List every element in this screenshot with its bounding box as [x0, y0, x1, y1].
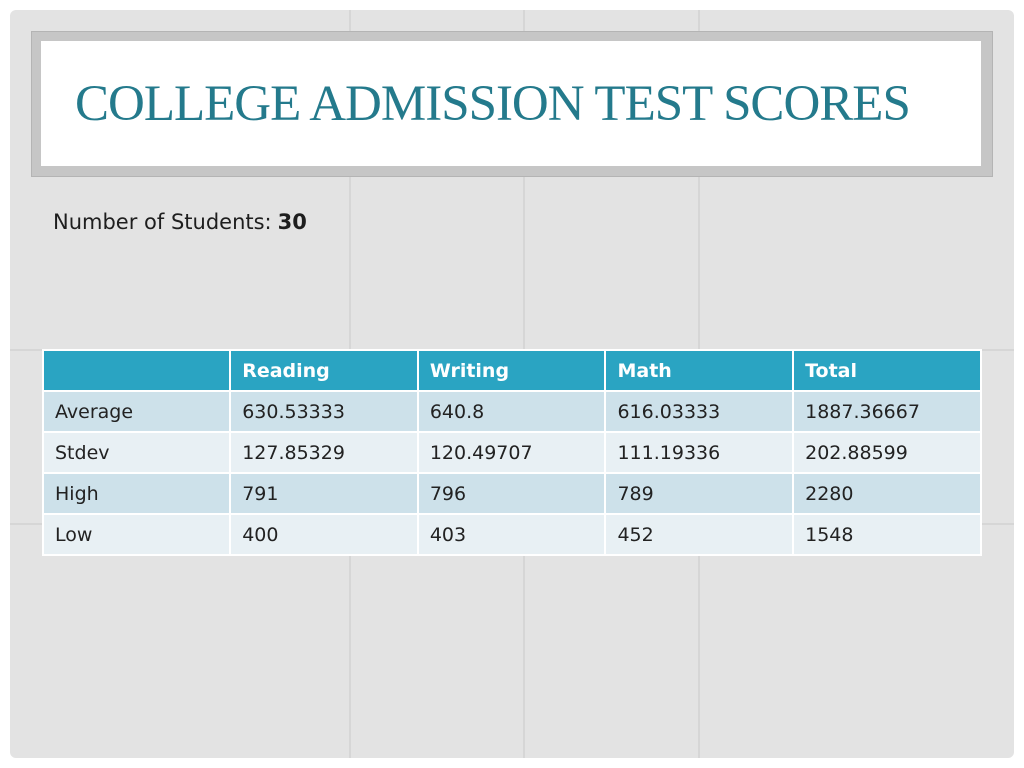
table-cell: 789	[605, 473, 793, 514]
table-cell: 2280	[793, 473, 981, 514]
row-label: Stdev	[43, 432, 230, 473]
table-cell: 630.53333	[230, 391, 418, 432]
table-cell: 202.88599	[793, 432, 981, 473]
header-cell-total: Total	[793, 350, 981, 391]
header-cell-empty	[43, 350, 230, 391]
table-row	[43, 514, 981, 555]
header-cell-reading: Reading	[230, 350, 418, 391]
student-count-label: Number of Students:	[53, 210, 272, 234]
page-title: COLLEGE ADMISSION TEST SCORES	[75, 75, 910, 132]
student-count-line	[53, 210, 307, 234]
table-cell: 452	[605, 514, 793, 555]
table-cell: 616.03333	[605, 391, 793, 432]
header-cell-math: Math	[605, 350, 793, 391]
slide	[10, 10, 1014, 758]
table-cell: 640.8	[418, 391, 606, 432]
table-row	[43, 391, 981, 432]
table-cell: 403	[418, 514, 606, 555]
row-label: Average	[43, 391, 230, 432]
table-header-row	[43, 350, 981, 391]
row-label: Low	[43, 514, 230, 555]
table-cell: 120.49707	[418, 432, 606, 473]
table-cell: 796	[418, 473, 606, 514]
table-cell: 791	[230, 473, 418, 514]
title-frame	[31, 31, 993, 177]
table-cell: 400	[230, 514, 418, 555]
table-cell: 1548	[793, 514, 981, 555]
scores-table	[42, 349, 982, 556]
table-row	[43, 432, 981, 473]
table-cell: 1887.36667	[793, 391, 981, 432]
header-cell-writing: Writing	[418, 350, 606, 391]
title-box	[41, 41, 981, 166]
table-cell: 127.85329	[230, 432, 418, 473]
table-cell: 111.19336	[605, 432, 793, 473]
table-row	[43, 473, 981, 514]
row-label: High	[43, 473, 230, 514]
student-count-value: 30	[277, 210, 307, 234]
